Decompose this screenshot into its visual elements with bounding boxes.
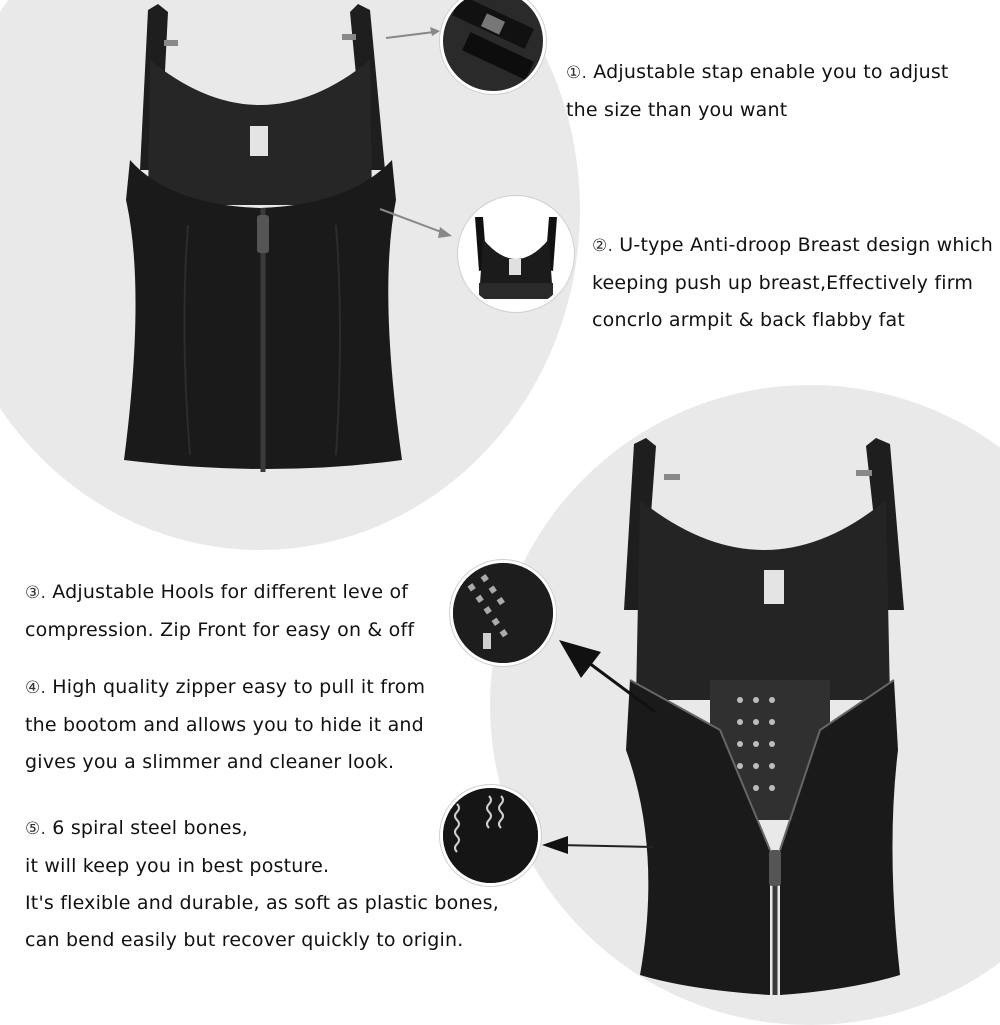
- feature-zipper: [25, 669, 425, 781]
- arrow-icon: [384, 24, 444, 44]
- feature-u-type-breast: [592, 227, 993, 339]
- feature-line: High quality zipper easy to pull it from: [52, 676, 426, 698]
- feature-line: Adjustable stap enable you to adjust: [593, 61, 949, 83]
- feature-line: can bend easily but recover quickly to origin.: [25, 929, 464, 951]
- feature-marker: ⑤.: [25, 819, 47, 839]
- feature-line: keeping push up breast,Effectively firm: [592, 272, 974, 294]
- feature-line: compression. Zip Front for easy on & off: [25, 619, 415, 641]
- feature-line: It's flexible and durable, as soft as plastic bones,: [25, 892, 499, 914]
- feature-line: the bootom and allows you to hide it and: [25, 714, 424, 736]
- feature-marker: ②.: [592, 236, 614, 256]
- feature-line: gives you a slimmer and cleaner look.: [25, 751, 395, 773]
- feature-line: it will keep you in best posture.: [25, 855, 330, 877]
- feature-steel-bones: [25, 810, 499, 959]
- feature-line: Adjustable Hools for different leve of: [52, 581, 409, 603]
- feature-adjustable-strap: [566, 54, 949, 129]
- hook-detail-image: [450, 560, 556, 666]
- feature-line: concrlo armpit & back flabby fat: [592, 309, 906, 331]
- breast-detail-image: [458, 196, 574, 312]
- feature-marker: ④.: [25, 678, 47, 698]
- arrow-icon: [555, 630, 665, 720]
- feature-marker: ①.: [566, 63, 588, 83]
- arrow-icon: [538, 830, 658, 860]
- feature-adjustable-hooks: [25, 574, 414, 649]
- arrow-icon: [378, 205, 458, 245]
- feature-line: the size than you want: [566, 99, 788, 121]
- feature-line: U-type Anti-droop Breast design which: [619, 234, 993, 256]
- feature-marker: ③.: [25, 583, 47, 603]
- feature-line: 6 spiral steel bones,: [52, 817, 249, 839]
